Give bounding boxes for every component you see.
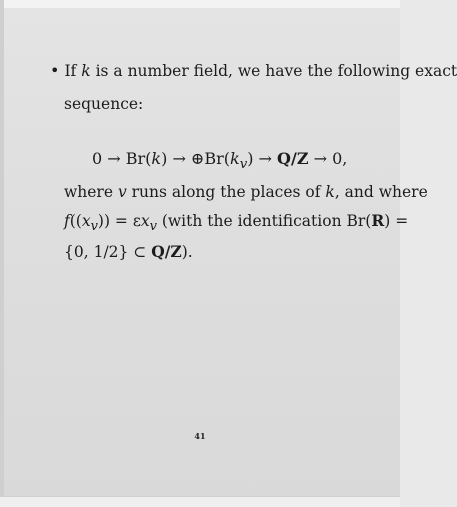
formula-a: (( [69, 212, 82, 230]
seq-qz: Q/Z [277, 149, 309, 168]
formula-R: R [371, 211, 385, 230]
ident-b: ). [181, 243, 193, 261]
formula-d: ) = [384, 212, 409, 230]
where-v: v [117, 183, 127, 201]
formula-f: f [64, 212, 70, 230]
formula-line [64, 211, 408, 237]
sequence-word: sequence: [64, 95, 144, 113]
seq-k2: k [229, 149, 240, 168]
bullet-line [50, 61, 457, 81]
where-a: where [64, 183, 118, 201]
page-bottom-edge [0, 496, 400, 507]
seq-part3: ) → [247, 149, 278, 168]
seq-part2: ) → ⊕Br( [161, 149, 230, 168]
bullet-icon: • [50, 61, 60, 80]
k-symbol: k [81, 62, 91, 80]
sequence-label [64, 94, 143, 114]
formula-b: )) = ε [97, 212, 141, 230]
seq-part4: → 0, [308, 149, 348, 168]
page-top-edge [0, 0, 400, 8]
ident-a: {0, 1/2} ⊂ [64, 243, 152, 261]
page-number: 41 [194, 431, 206, 441]
seq-k: k [151, 149, 162, 168]
seq-part1: 0 → Br( [92, 149, 152, 168]
where-k: k [325, 183, 335, 201]
seq-sub-v: v [239, 157, 248, 173]
exact-sequence [92, 149, 347, 175]
formula-c: (with the identification Br( [156, 212, 372, 230]
identification-line [64, 242, 193, 262]
where-c: , and where [334, 183, 428, 201]
formula-sub2: v [149, 219, 157, 235]
formula-sub: v [90, 219, 98, 235]
where-line [64, 182, 428, 202]
formula-x2: x [140, 212, 150, 230]
where-b: runs along the places of [126, 183, 326, 201]
line1-prefix: If [64, 62, 82, 80]
formula-x: x [81, 212, 91, 230]
line1-suffix: is a number field, we have the following exact [90, 62, 457, 80]
ident-qz: Q/Z [151, 242, 182, 261]
